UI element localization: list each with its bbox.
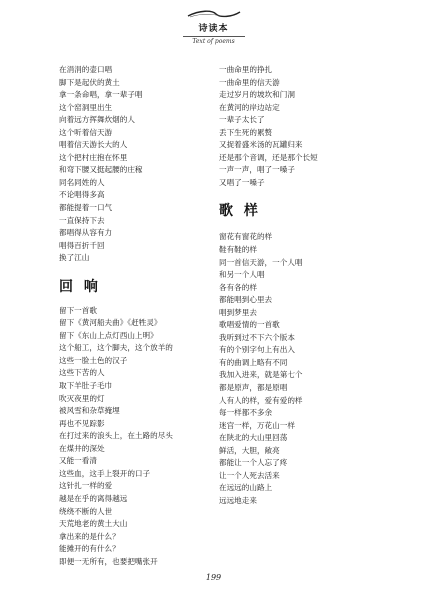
left-column [59,64,219,568]
poem-line: 这些血，这手上裂开的口子 [59,468,151,478]
poem-line: 向着远方挥舞炊烟的人 [59,115,135,125]
poem-line: 走过岁月的坡坎和门洞 [219,90,295,100]
poem-line: 一声一声，唱了一嗓子 [219,165,295,175]
poem-line: 即便一无所有，也要把嘴张开 [59,556,158,566]
poem-line: 歌唱爱情的一首歌 [219,320,280,330]
poem-line: 不论唱得多高 [59,190,105,200]
poem-line: 我听到过不下六个版本 [219,332,295,342]
poem-line: 都唱得从容有力 [59,228,113,238]
poem-line: 远远地走来 [219,495,257,505]
poem-line: 唱得百折千回 [59,240,105,250]
poem-line: 一曲命里的挣扎 [219,65,273,74]
poem-line: 留下《黄河船夫曲》《赶牲灵》 [59,318,162,328]
poem-line: 拿一条命唱，拿一辈子唱 [59,90,143,100]
poem-line: 都是原声，都是原唱 [219,383,288,393]
poem-line: 留下一首歌 [59,305,97,315]
poem-line: 在涓涓的壶口唱 [59,65,113,74]
poem-line: 鞋有鞋的样 [219,245,257,255]
page-header [0,8,427,45]
poem-line: 又能一看清 [59,456,97,466]
poem-line: 又捉着盛米汤的瓦罐归来 [219,140,303,150]
header-ornament-icon [182,8,246,20]
poem-line: 在黄河的岸边站定 [219,102,280,112]
header-divider [183,36,245,37]
poem-line: 取下羊肚子毛巾 [59,381,113,391]
poem-line: 留下《东山上点灯西山上明》 [59,330,158,340]
poem-line: 一辈子太长了 [219,115,265,125]
poem-line: 唱着信天游长大的人 [59,140,128,150]
poem-line: 在煤井的深处 [59,443,105,453]
poem-line: 天荒地老的黄土大山 [59,519,128,529]
poem-line: 这个船工，这个脚夫，这个放羊的 [59,343,173,353]
poem-line: 这个把村庄抱在怀里 [59,152,128,162]
header-title: 诗读本 [198,24,229,34]
poem-line: 都能让一个人忘了疼 [219,458,288,468]
poem-line: 每一样都不多余 [219,408,273,418]
poem-line: 和弯下腰又挺起腰的庄稼 [59,165,143,175]
poem-huixiang [59,305,219,568]
poem-line: 又唱了一嗓子 [219,177,265,187]
poem-line: 在陕北的大山里回荡 [219,433,288,443]
poem-line: 一直保持下去 [59,215,105,225]
poem-line: 有的曲调上略有不同 [219,357,288,367]
right-poem-continuation [219,64,379,189]
poem-line: 鲜活，大胆，敞亮 [219,445,280,455]
poem-line: 再也不见踪影 [59,418,105,428]
poem-line: 同一首信天游，一个人唱 [219,257,303,267]
poem-line: 还是那个音调，还是那个长短 [219,152,318,162]
poem-line: 窗花有窗花的样 [219,232,273,242]
poem-line: 各有各的样 [219,282,257,292]
poem-line: 这针扎一样的爱 [59,481,113,491]
poem-line: 让一个人死去活来 [219,470,280,480]
poem-line: 我加入进来，就是第七个 [219,370,303,380]
poem-line: 都能提着一口气 [59,203,113,213]
poem-line: 拿出来的是什么？ [59,531,120,541]
poem-line: 都能唱到心里去 [219,295,273,305]
poem-line: 脚下是起伏的黄土 [59,77,120,87]
left-poem-continuation [59,64,219,265]
poem-line: 有的个别字句上有出入 [219,345,295,355]
poem-line: 绕绕不断的人世 [59,506,113,516]
poem-line: 在打过来的浪头上，在土路的尽头 [59,431,173,441]
page-number: 199 [205,573,222,582]
poem-line: 这些一脸土色的汉子 [59,355,128,365]
poem-line: 同名同姓的人 [59,177,105,187]
poem-line: 吹灭夜里的灯 [59,393,105,403]
poem-line: 能摊开的有什么？ [59,544,120,554]
right-column [219,64,379,508]
poem-line: 越是在乎的离得越远 [59,493,128,503]
poem-line: 唱到梦里去 [219,307,257,317]
poem-line: 这个听着信天游 [59,127,113,137]
poem-line: 这些下苦的人 [59,368,105,378]
poem-line: 丢下生死的累赘 [219,127,273,137]
poem-line: 迷宫一样，万花山一样 [219,420,295,430]
poem-line: 人有人的样，爱有爱的样 [219,395,303,405]
section-title-huixiang: 回 响 [59,278,101,295]
poem-line: 和另一个人唱 [219,270,265,280]
poem-line: 被风雪和杂草掩埋 [59,406,120,416]
section-title-geyang: 歌 样 [219,203,261,220]
poem-line: 在远远的山路上 [219,483,273,493]
poem-line: 这个窑洞里出生 [59,102,113,112]
poem-geyang [219,231,379,507]
header-subtitle: Text of poems [192,38,235,45]
poem-line: 换了江山 [59,253,90,263]
poem-line: 一曲命里的信天游 [219,77,280,87]
